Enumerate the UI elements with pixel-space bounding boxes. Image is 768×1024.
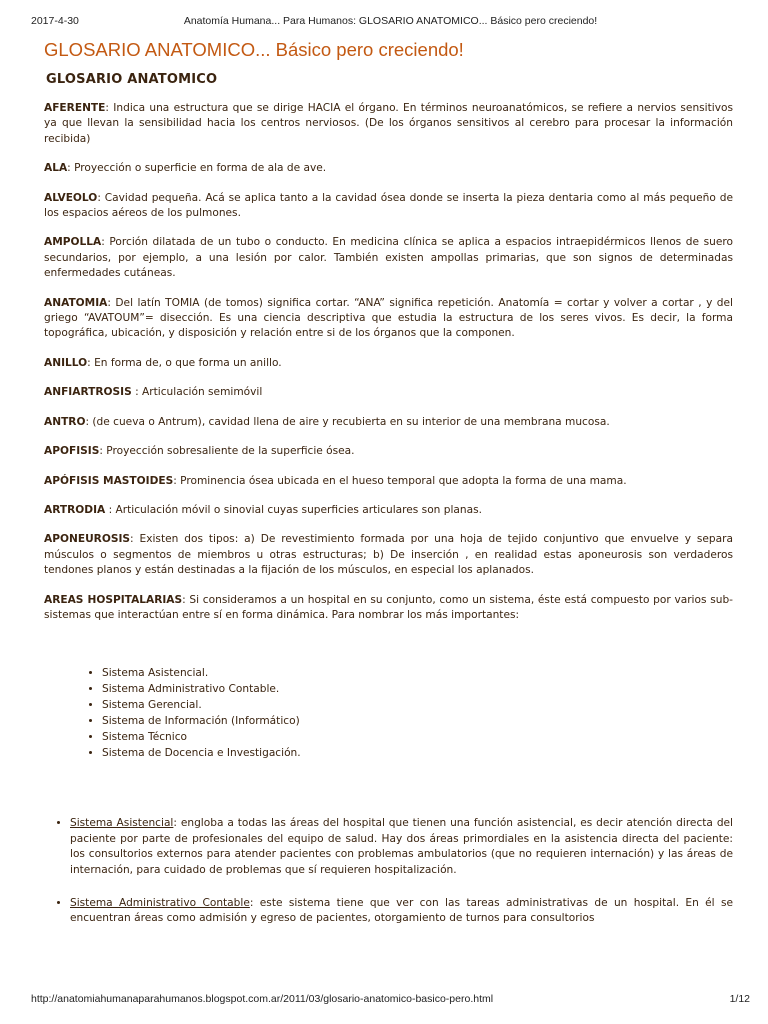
glossary-term: AMPOLLA <box>44 236 102 249</box>
glossary-entry <box>44 593 733 624</box>
print-footer <box>31 993 750 1007</box>
glossary-entry <box>44 503 733 518</box>
post-content <box>44 36 733 945</box>
page-number: 1/12 <box>729 993 750 1005</box>
list-item: • Sistema de Información (Informático) <box>102 713 733 729</box>
glossary-term: ANILLO <box>44 356 88 369</box>
print-document-title: Anatomía Humana... Para Humanos: GLOSARIO ANATOMICO... Básico pero creciendo! <box>183 15 598 27</box>
glossary-definition: : Articulación semimóvil <box>131 386 263 399</box>
glossary-entries <box>44 101 733 623</box>
list-item: • Sistema Asistencial. <box>102 665 733 681</box>
hospital-systems-list <box>44 665 733 761</box>
glossary-definition: : En forma de, o que forma un anillo. <box>87 356 282 369</box>
glossary-term: ALVEOLO <box>44 191 98 204</box>
glossary-definition: : Cavidad pequeña. Acá se aplica tanto a la cavidad ósea donde se inserta la pieza dentaria como al más pequeño de los espacios aéreos de los pulmones. <box>44 191 733 220</box>
glossary-definition: : Proyección sobresaliente de la superficie ósea. <box>99 445 355 458</box>
system-description: : este sistema tiene que ver con las tareas administrativas de un hospital. En él se encuentran áreas como admisión y egreso de pacientes, otorgamiento de turnos para consultorios <box>70 896 734 925</box>
glossary-entry <box>44 532 733 578</box>
glossary-entry <box>44 296 733 342</box>
glossary-term: APÓFISIS MASTOIDES <box>44 474 174 487</box>
glossary-entry <box>44 415 733 430</box>
list-item: • Sistema Administrativo Contable. <box>102 681 733 697</box>
glossary-entry <box>44 474 733 489</box>
glossary-entry <box>44 161 733 176</box>
glossary-entry <box>44 191 733 222</box>
glossary-entry <box>44 356 733 371</box>
glossary-definition: : (de cueva o Antrum), cavidad llena de aire y recubierta en su interior de una membrana mucosa. <box>85 415 610 428</box>
list-item: • Sistema Técnico <box>102 729 733 745</box>
glossary-term: APOFISIS <box>44 445 100 458</box>
glossary-definition: : Porción dilatada de un tubo o conducto. En medicina clínica se aplica a espacios intraepidérmicos llenos de suero secundarios, por ejemplo, a una lesión por calor. También existen ampollas primarias, que son signos de determinadas enfermedades cutáneas. <box>44 236 733 280</box>
system-description: : engloba a todas las áreas del hospital que tienen una función asistencial, es decir atención directa del paciente por parte de profesionales del equipo de salud. Hay dos áreas primordiales en la asistencia directa del paciente: los consultorios externos para atender pacientes con problemas ambulatorios (que no requieren internación) y las áreas de internación, para cuidado de problemas que sí requieren hospitalización. <box>70 817 733 876</box>
glossary-definition: : Articulación móvil o sinovial cuyas superficies articulares son planas. <box>105 503 483 516</box>
glossary-entry <box>44 444 733 459</box>
glossary-term: ANTRO <box>44 415 86 428</box>
print-date: 2017-4-30 <box>31 15 79 27</box>
glossary-definition: : Existen dos tipos: a) De revestimiento formada por una hoja de tejido conjuntivo que envuelve y separa músculos o segmentos de miembros u otras estructuras; b) De inserción , en realidad estas aponeurosis son verdaderos tendones planos y están destinadas a la fijación de los músculos, en especial los aplanados. <box>44 533 733 577</box>
system-details-list <box>44 816 733 926</box>
post-title[interactable]: GLOSARIO ANATOMICO... Básico pero creciendo! <box>44 39 464 60</box>
list-item <box>70 816 733 878</box>
glossary-term: ANFIARTROSIS <box>44 386 132 399</box>
glossary-entry <box>44 385 733 400</box>
list-item: • Sistema de Docencia e Investigación. <box>102 745 733 761</box>
glossary-definition: : Proyección o superficie en forma de ala de ave. <box>67 162 327 175</box>
glossary-definition: : Prominencia ósea ubicada en el hueso temporal que adopta la forma de una mama. <box>173 474 627 487</box>
glossary-term: AFERENTE <box>44 102 106 114</box>
page-url: http://anatomiahumanaparahumanos.blogspot.com.ar/2011/03/glosario-anatomico-basico-pero.html <box>31 993 494 1005</box>
glossary-term: ALA <box>44 162 68 175</box>
list-item <box>70 896 733 927</box>
glossary-definition: : Indica una estructura que se dirige HACIA el órgano. En términos neuroanatómicos, se refiere a nervios sensitivos ya que llevan la sensibilidad hacia los centros nerviosos. (De los órganos sensitivos al cerebro para procesar la información recibida) <box>44 102 733 145</box>
system-link[interactable]: Sistema Asistencial <box>70 817 174 830</box>
glossary-term: APONEUROSIS <box>44 533 131 546</box>
system-link[interactable]: Sistema Administrativo Contable <box>70 896 250 909</box>
glossary-term: ARTRODIA <box>44 503 106 516</box>
glossary-entry <box>44 101 733 147</box>
glossary-definition: : Del latín TOMIA (de tomos) significa cortar. “ANA” significa repetición. Anatomía = cortar y volver a cortar , y del griego “AVATOUM”= disección. Es una ciencia descriptiva que estudia la estructura de los seres vivos. Es decir, la forma topográfica, ubicación, y disposición y relación entre si de los órganos que la componen. <box>44 296 733 340</box>
list-item: • Sistema Gerencial. <box>102 697 733 713</box>
glossary-definition: : Si consideramos a un hospital en su conjunto, como un sistema, éste está compuesto por varios sub-sistemas que interactúan entre sí en forma dinámica. Para nombrar los más importantes: <box>44 593 733 621</box>
glossary-heading: GLOSARIO ANATOMICO <box>46 72 218 87</box>
glossary-entry <box>44 235 733 281</box>
glossary-term: AREAS HOSPITALARIAS <box>44 593 183 606</box>
print-header <box>31 15 750 29</box>
glossary-term: ANATOMIA <box>44 296 108 309</box>
